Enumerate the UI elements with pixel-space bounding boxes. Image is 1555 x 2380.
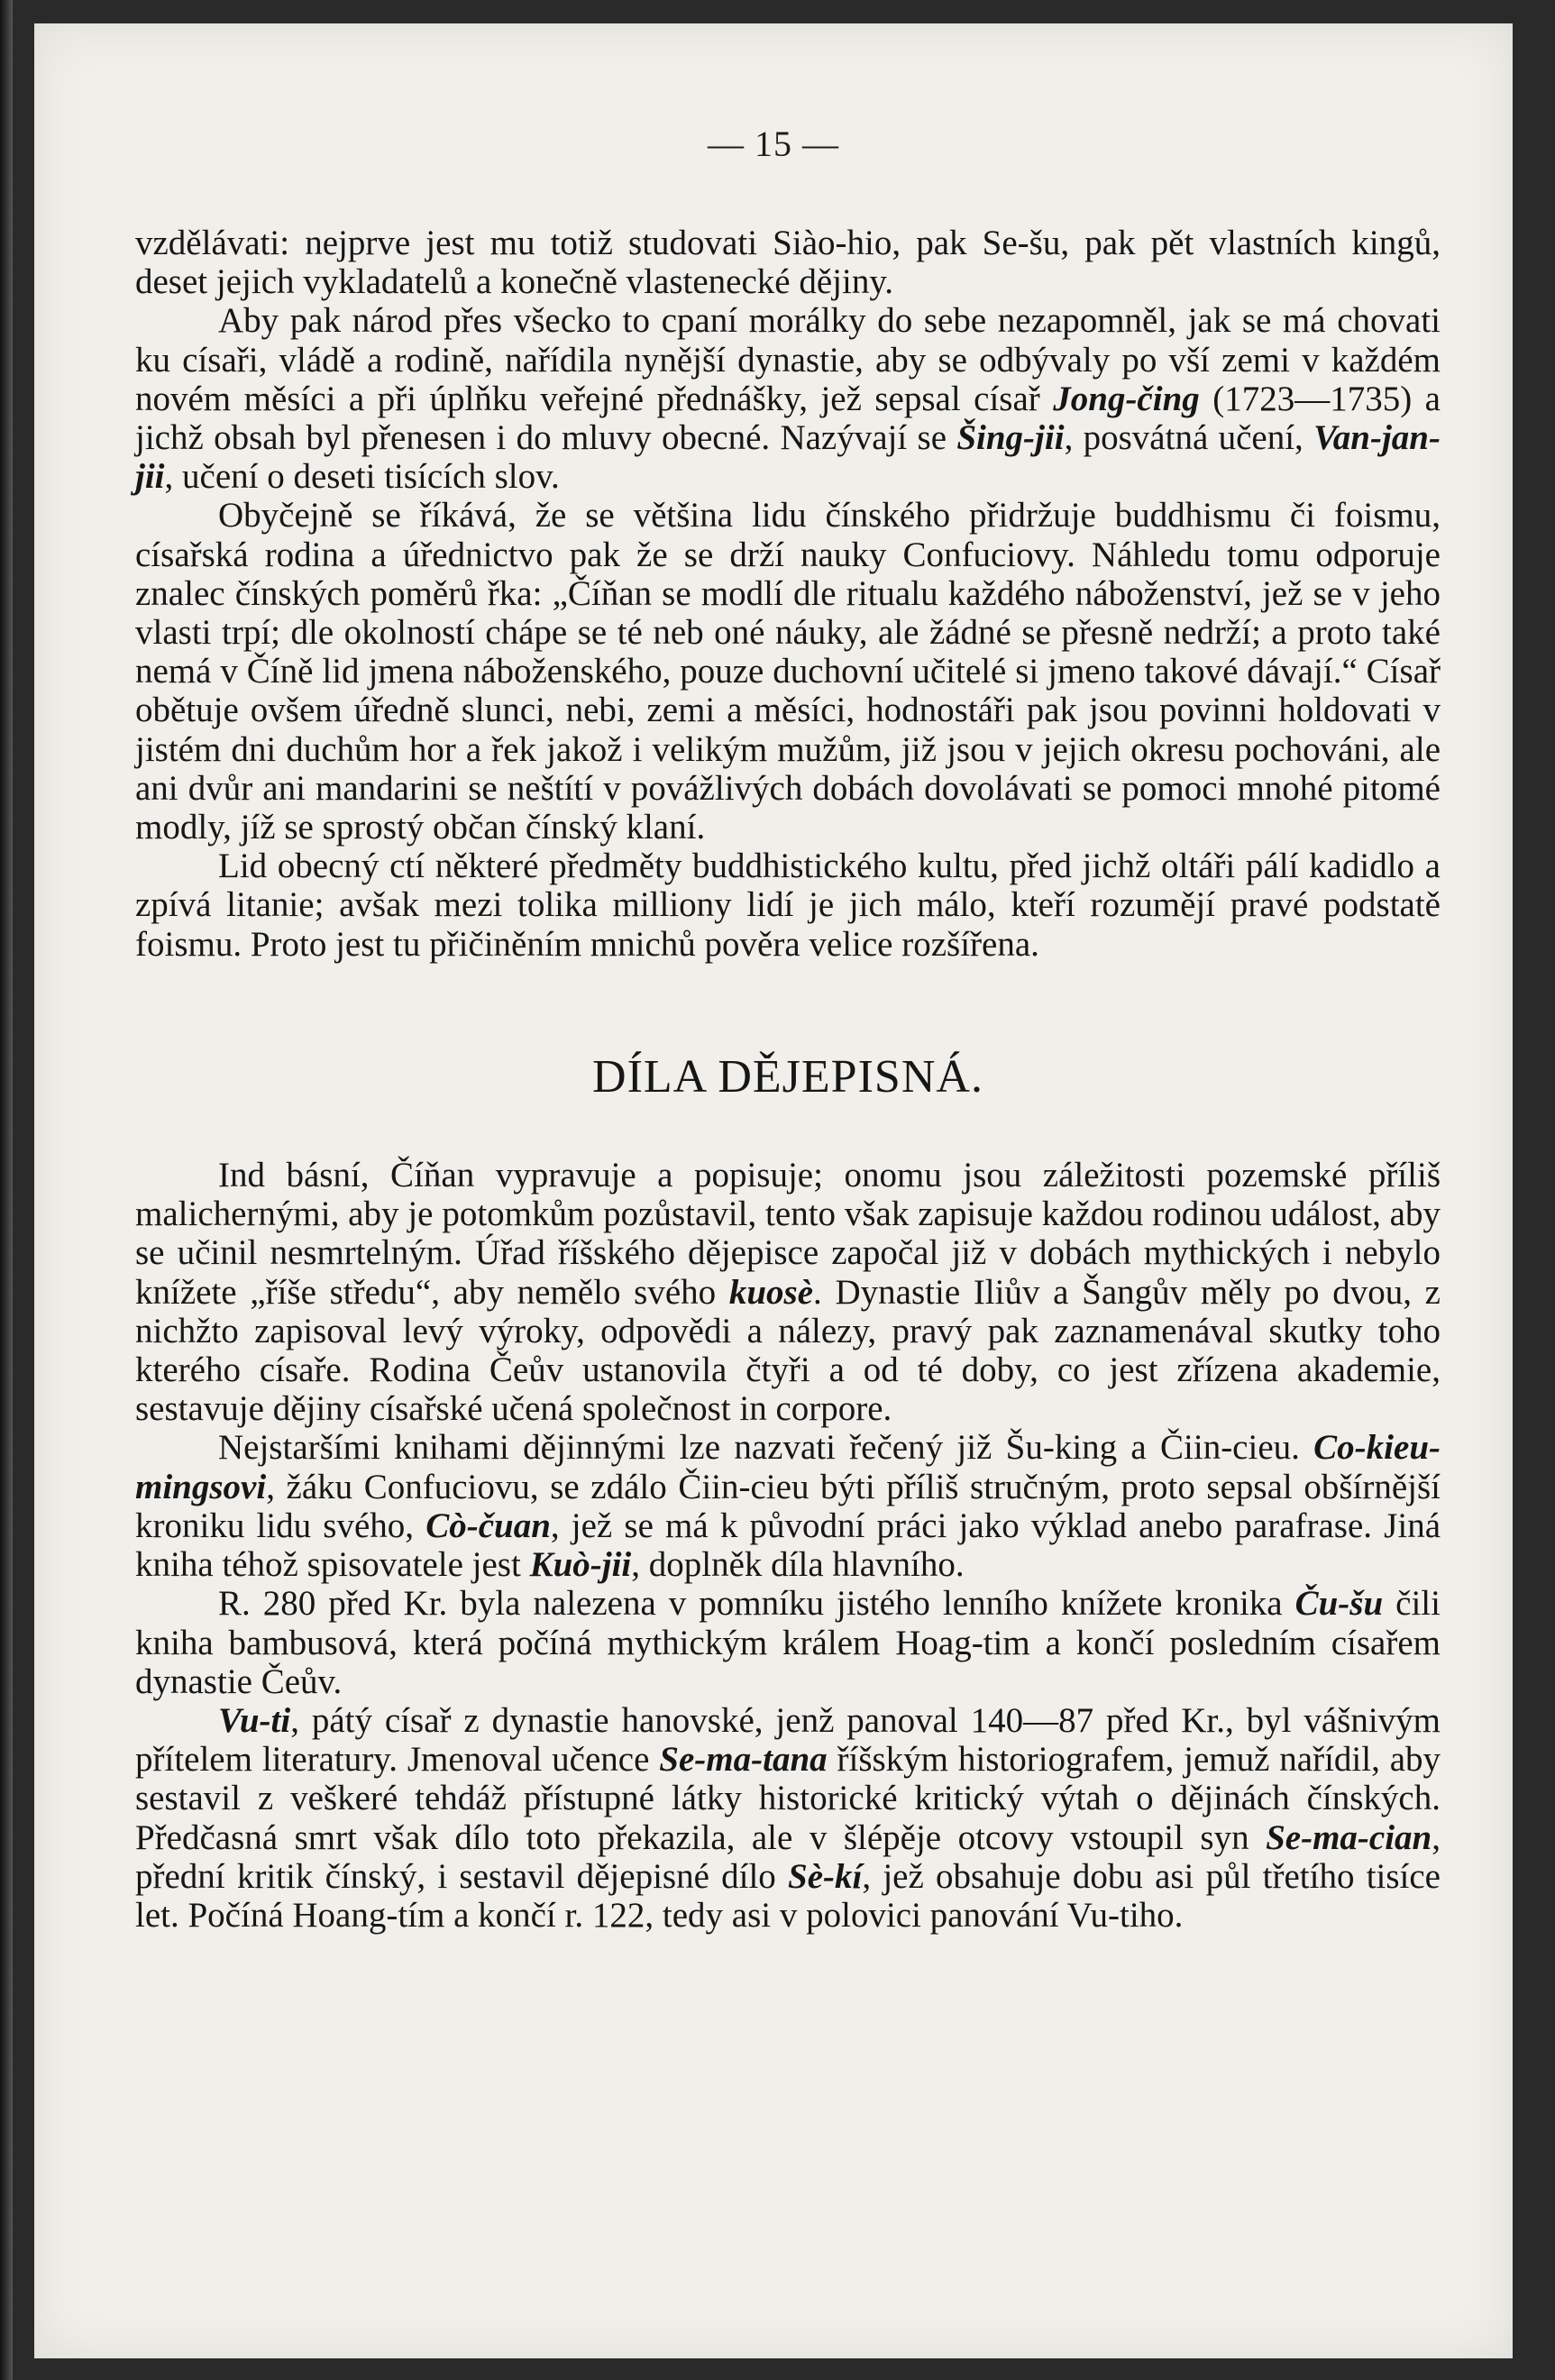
page-body	[135, 224, 1441, 1935]
paragraph: Ind básní, Číňan vypravuje a popisuje; onomu jsou záležitosti pozemské příliš malichernými, aby je potomkům pozůstavil, tento však zapisuje každou rodinou událost, aby se učinil nesmrtelným. Úřad říšského dějepisce započal již v dobách mythických i nebylo knížete „říše středu“, aby nemělo svého kuosè. Dynastie Iliův a Šangův měly po dvou, z nichžto zapisoval levý výroky, odpovědi a nálezy, pravý pak zaznamenával skutky toho kterého císaře. Rodina Čeův ustanovila čtyři a od té doby, co jest zřízena akademie, sestavuje dějiny císařské učená společnost in corpore.	[135, 1156, 1441, 1429]
page-number: — 15 —	[708, 124, 839, 164]
paragraph: Nejstaršími knihami dějinnými lze nazvati řečený již Šu-king a Čiin-cieu. Co-kieu-mingsovi, žáku Confuciovu, se zdálo Čiin-cieu býti příliš stručným, proto sepsal obšírnější kroniku lidu svého, Cò-čuan, jež se má k původní práci jako výklad anebo parafrase. Jiná kniha téhož spisovatele jest Kuò-jii, doplněk díla hlavního.	[135, 1428, 1441, 1585]
section-heading: DÍLA DĚJEPISNÁ.	[592, 1050, 983, 1103]
paragraph: Vu-ti, pátý císař z dynastie hanovské, jenž panoval 140—87 před Kr., byl vášnivým přítelem literatury. Jmenoval učence Se-ma-tana říšským historiografem, jemuž nařídil, aby sestavil z veškeré tehdáž přístupné látky historické kritický výtah o dějinách čínských. Předčasná smrt však dílo toto překazila, ale v šlépěje otcovy vstoupil syn Se-ma-cian, přední kritik čínský, i sestavil dějepisné dílo Sè-kí, jež obsahuje dobu asi půl třetího tisíce let. Počíná Hoang-tím a končí r. 122, tedy asi v polovici panování Vu-tiho.	[135, 1700, 1441, 1935]
paragraph: R. 280 před Kr. byla nalezena v pomníku jistého lenního knížete kronika Ču-šu čili kniha bambusová, která počíná mythickým králem Hoag-tim a končí posledním císařem dynastie Čeův.	[135, 1584, 1441, 1701]
book-page	[34, 23, 1513, 2358]
section-religion-text	[135, 224, 1441, 964]
paragraph: Obyčejně se říkává, že se většina lidu čínského přidržuje buddhismu či foismu, císařská rodina a úřednictvo pak že se drží nauky Confuciovy. Náhledu tomu odporuje znalec čínských poměrů řka: „Číňan se modlí dle ritualu každého náboženství, jež se v jeho vlasti trpí; dle okolností chápe se té neb oné náuky, ale žádné se přesně nedrží; a proto také nemá v Číně lid jmena náboženského, pouze duchovní učitelé si jmeno takové dávají.“ Císař obětuje ovšem úředně slunci, nebi, zemi a měsíci, hodnostáři pak jsou povinni holdovati v jistém dni duchům hor a řek jakož i velikým mužům, již jsou v jejich okresu pochováni, ale ani dvůr ani mandarini se neštítí v povážlivých dobách dovolávati se pomoci mnohé pitomé modly, jíž se sprostý občan čínský klaní.	[135, 496, 1441, 847]
paragraph: vzdělávati: nejprve jest mu totiž studovati Siào-hio, pak Se-šu, pak pět vlastních kingů, deset jejich vykladatelů a konečně vlastenecké dějiny.	[135, 224, 1441, 302]
paragraph: Aby pak národ přes všecko to cpaní morálky do sebe nezapomněl, jak se má chovati ku císaři, vládě a rodině, nařídila nynější dynastie, aby se odbývaly po vší zemi v každém novém měsíci a při úplňku veřejné přednášky, jež sepsal císař Jong-čing (1723—1735) a jichž obsah byl přenesen i do mluvy obecné. Nazývají se Šing-jii, posvátná učení, Van-jan-jii, učení o deseti tisících slov.	[135, 301, 1441, 497]
book-spine-shadow	[0, 0, 13, 2380]
paragraph: Lid obecný ctí některé předměty buddhistického kultu, před jichž oltáři pálí kadidlo a zpívá litanie; avšak mezi tolika milliony lidí je jich málo, kteří rozumějí pravé podstatě foismu. Proto jest tu přičiněním mnichů pověra velice rozšířena.	[135, 847, 1441, 964]
section-history-text	[135, 1156, 1441, 1935]
